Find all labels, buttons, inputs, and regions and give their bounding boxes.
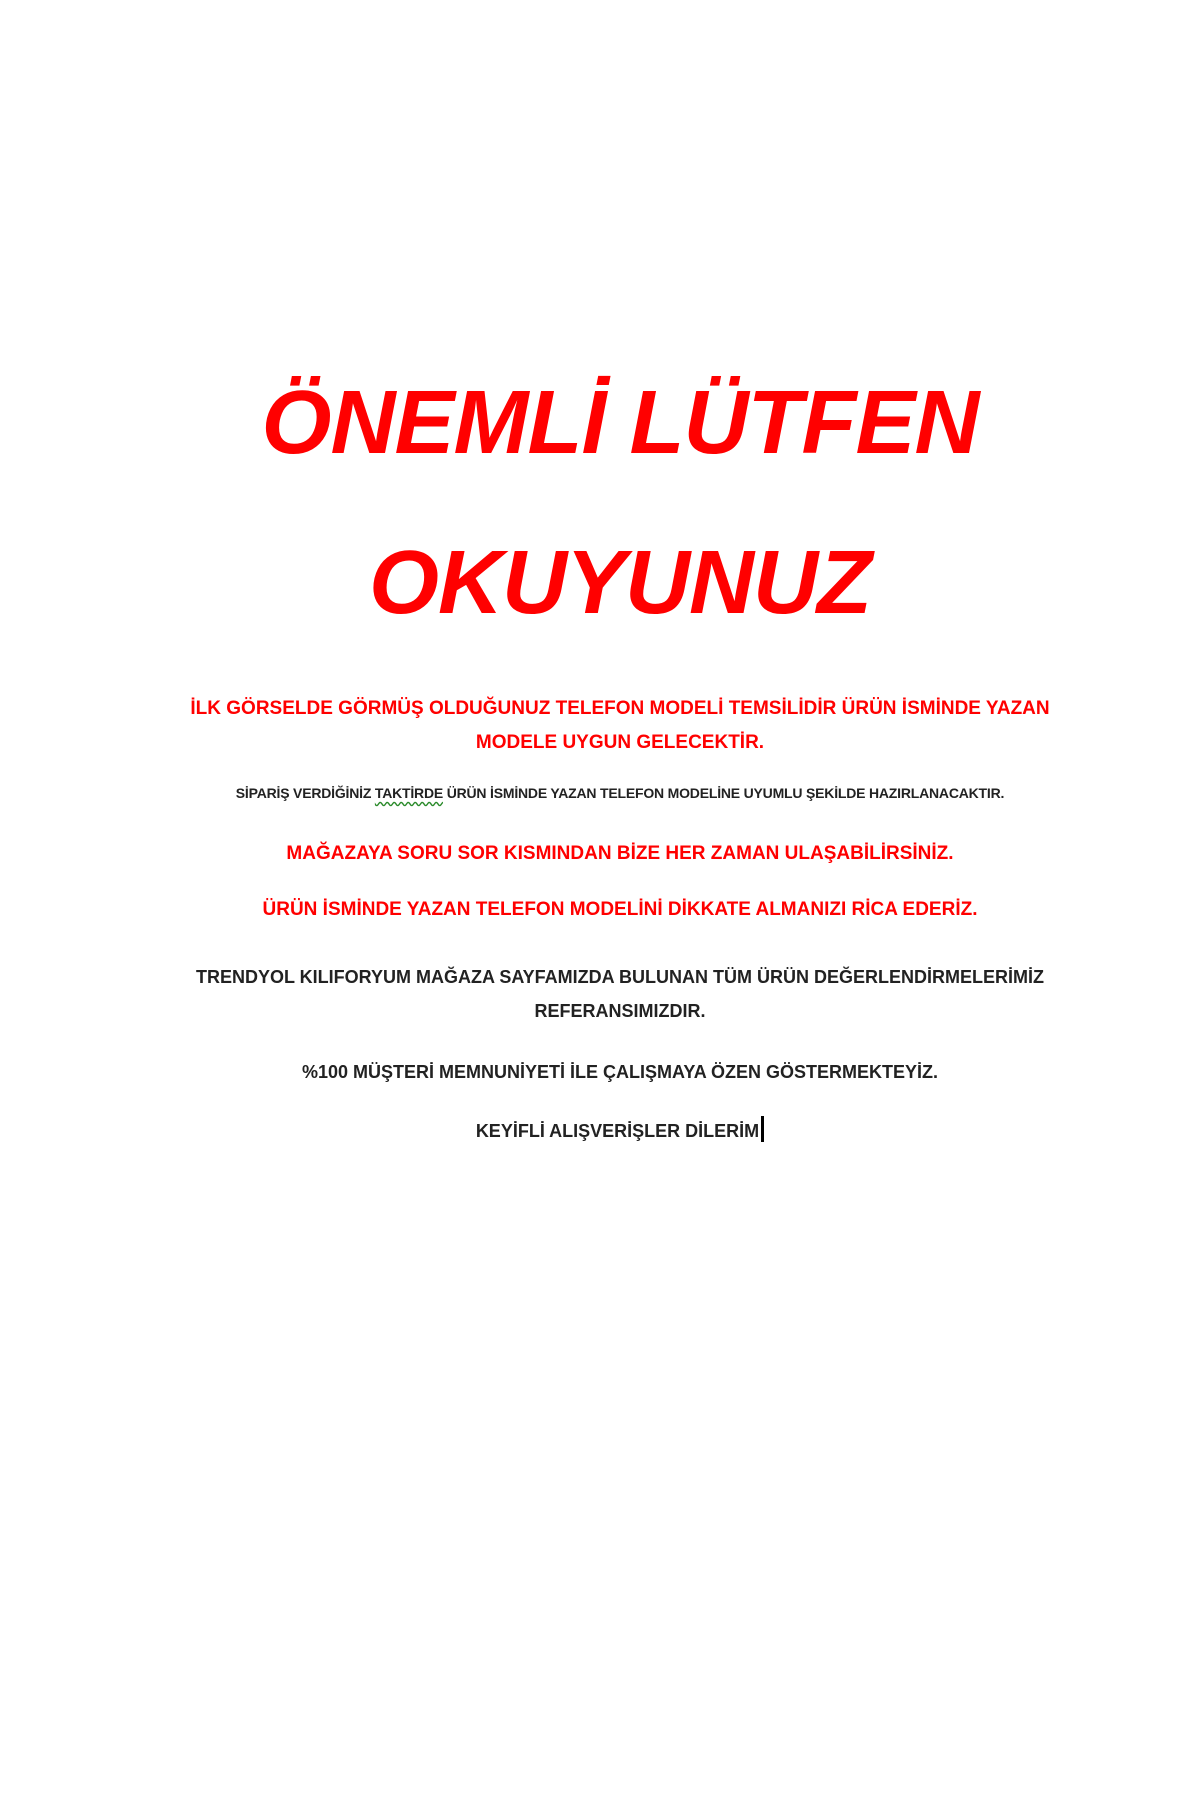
notice-paragraph-line: MODELE UYGUN GELECEKTİR. — [475, 732, 765, 753]
text-cursor — [761, 1116, 764, 1142]
notice-text: ÜRÜN İSMİNDE YAZAN TELEFON MODELİNE UYUMLU ŞEKİLDE HAZIRLANACAKTIR. — [443, 785, 1005, 801]
notice-paragraph-line: İLK GÖRSELDE GÖRMÜŞ OLDUĞUNUZ TELEFON MODELİ TEMSİLİDİR ÜRÜN İSMİNDE YAZAN — [190, 698, 1050, 719]
notice-paragraph-closing — [120, 1116, 1120, 1145]
notice-text: SİPARİŞ VERDİĞİNİZ — [235, 785, 375, 801]
notice-paragraph-line: TRENDYOL KILIFORYUM MAĞAZA SAYFAMIZDA BULUNAN TÜM ÜRÜN DEĞERLENDİRMELERİMİZ — [196, 967, 1044, 987]
notice-paragraph-line: REFERANSIMIZDIR. — [534, 1001, 706, 1021]
spellcheck-flagged-word: TAKTİRDE — [374, 785, 444, 801]
notice-paragraph-reviews — [110, 960, 1130, 1028]
notice-paragraph-order-preparation — [100, 782, 1140, 804]
headline-line-1: ÖNEMLİ LÜTFEN — [261, 373, 979, 473]
closing-text: KEYİFLİ ALIŞVERİŞLER DİLERİM — [475, 1121, 760, 1141]
notice-paragraph-representative-image — [120, 692, 1120, 760]
notice-paragraph-satisfaction: %100 MÜŞTERİ MEMNUNİYETİ İLE ÇALIŞMAYA ÖZEN GÖSTERMEKTEYİZ. — [301, 1062, 939, 1082]
headline-line-2: OKUYUNUZ — [369, 533, 871, 633]
notice-paragraph-ask-question: MAĞAZAYA SORU SOR KISMINDAN BİZE HER ZAMAN ULAŞABİLİRSİNİZ. — [286, 843, 954, 864]
notice-paragraph-check-model: ÜRÜN İSMİNDE YAZAN TELEFON MODELİNİ DİKKATE ALMANIZI RİCA EDERİZ. — [262, 899, 978, 920]
